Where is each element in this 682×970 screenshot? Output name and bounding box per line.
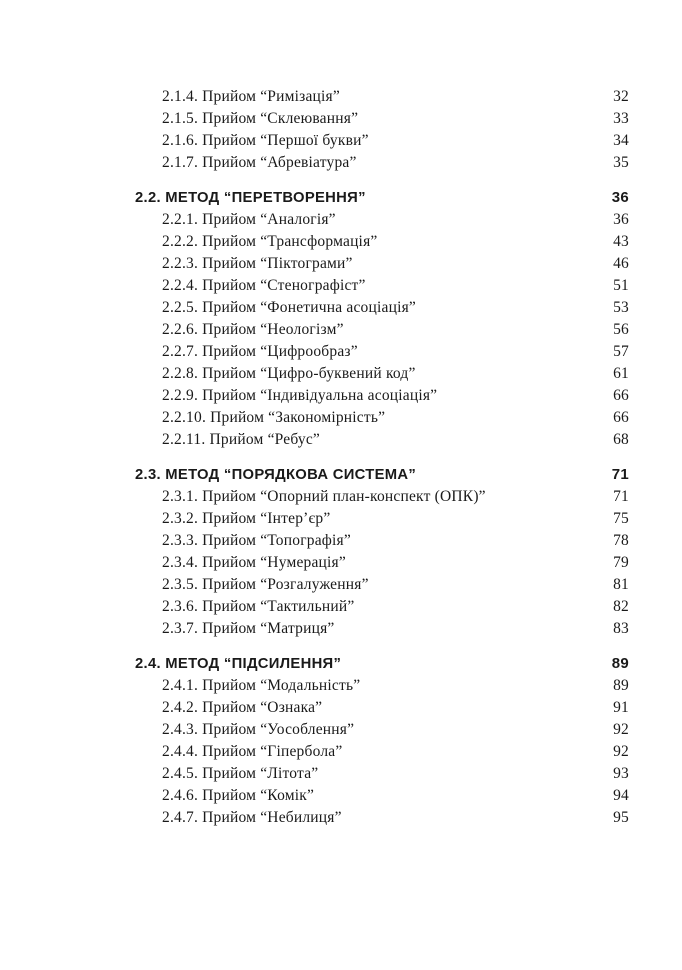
- toc-entry-page: 92: [613, 743, 629, 760]
- toc-entry-label: 2.2.11. Прийом “Ребус”: [162, 431, 320, 448]
- toc-entry-label: 2.2.8. Прийом “Цифро-буквений код”: [162, 365, 416, 382]
- toc-entry-label: 2.3.7. Прийом “Матриця”: [162, 620, 335, 637]
- toc-entry-label: 2.2.1. Прийом “Аналогія”: [162, 211, 336, 228]
- toc-entry-page: 32: [613, 88, 629, 105]
- toc-entry[interactable]: [162, 431, 629, 449]
- toc-entry-page: 68: [613, 431, 629, 448]
- toc-entry-page: 71: [613, 488, 629, 505]
- toc-entry-page: 94: [613, 787, 629, 804]
- toc-entry-page: 93: [613, 765, 629, 782]
- toc-entry-page: 92: [613, 721, 629, 738]
- toc-entry-label: 2.4.7. Прийом “Небилиця”: [162, 809, 342, 826]
- toc-section-heading[interactable]: [135, 655, 629, 672]
- toc-entry-label: 2.1.7. Прийом “Абревіатура”: [162, 154, 357, 171]
- toc-entry-label: 2.3.6. Прийом “Тактильний”: [162, 598, 355, 615]
- toc-entry-label: 2.3.4. Прийом “Нумерація”: [162, 554, 346, 571]
- toc-entry-page: 34: [613, 132, 629, 149]
- toc-entry[interactable]: [162, 321, 629, 339]
- toc-entry-page: 95: [613, 809, 629, 826]
- toc-entry-page: 83: [613, 620, 629, 637]
- toc-entry-label: 2.2.2. Прийом “Трансформація”: [162, 233, 378, 250]
- toc-entry-page: 43: [613, 233, 629, 250]
- toc-entry[interactable]: [162, 532, 629, 550]
- toc-entry-label: 2.2.9. Прийом “Індивідуальна асоціація”: [162, 387, 438, 404]
- toc-entry-page: 78: [613, 532, 629, 549]
- toc-entry-label: 2.2.10. Прийом “Закономірність”: [162, 409, 386, 426]
- section-heading-label: 2.2. МЕТОД “ПЕРЕТВОРЕННЯ”: [135, 190, 366, 206]
- toc-entry[interactable]: [162, 277, 629, 295]
- toc-section-heading[interactable]: [135, 466, 629, 483]
- section-heading-page: 89: [611, 655, 629, 672]
- toc-entry[interactable]: [162, 677, 629, 695]
- toc-entry-label: 2.4.6. Прийом “Комік”: [162, 787, 315, 804]
- toc-entry-label: 2.3.2. Прийом “Інтер’єр”: [162, 510, 331, 527]
- toc-entry[interactable]: [162, 255, 629, 273]
- toc-entry-page: 33: [613, 110, 629, 127]
- toc-entry[interactable]: [162, 598, 629, 616]
- toc-entry[interactable]: [162, 699, 629, 717]
- toc-entry-page: 56: [613, 321, 629, 338]
- section-heading-page: 71: [611, 466, 629, 483]
- toc-entry-page: 57: [613, 343, 629, 360]
- toc-entry-page: 53: [613, 299, 629, 316]
- toc-entry[interactable]: [162, 721, 629, 739]
- toc-entry-label: 2.2.7. Прийом “Цифрообраз”: [162, 343, 358, 360]
- toc-entry-label: 2.4.3. Прийом “Уособлення”: [162, 721, 355, 738]
- toc-entry[interactable]: [162, 576, 629, 594]
- toc-entry-page: 61: [613, 365, 629, 382]
- toc-entry-page: 35: [613, 154, 629, 171]
- toc-entry-label: 2.4.2. Прийом “Ознака”: [162, 699, 323, 716]
- toc-entry-label: 2.3.3. Прийом “Топографія”: [162, 532, 351, 549]
- toc-entry-page: 66: [613, 387, 629, 404]
- toc-entry[interactable]: [162, 554, 629, 572]
- toc-entry[interactable]: [162, 132, 629, 150]
- toc-entry-page: 91: [613, 699, 629, 716]
- toc-entry-label: 2.1.6. Прийом “Першої букви”: [162, 132, 369, 149]
- toc-entry[interactable]: [162, 233, 629, 251]
- toc-entry[interactable]: [162, 299, 629, 317]
- toc-entry[interactable]: [162, 409, 629, 427]
- toc-section-heading[interactable]: [135, 189, 629, 206]
- toc-entry[interactable]: [162, 488, 629, 506]
- toc-entry-label: 2.3.1. Прийом “Опорний план-конспект (ОПК)”: [162, 488, 486, 505]
- toc-entry-label: 2.3.5. Прийом “Розгалуження”: [162, 576, 369, 593]
- toc-entry-page: 51: [613, 277, 629, 294]
- toc-entry-page: 36: [613, 211, 629, 228]
- toc-entry[interactable]: [162, 743, 629, 761]
- toc-entry-page: 46: [613, 255, 629, 272]
- toc-entry[interactable]: [162, 510, 629, 528]
- toc-entry-page: 75: [613, 510, 629, 527]
- toc-entry[interactable]: [162, 110, 629, 128]
- toc-entry[interactable]: [162, 343, 629, 361]
- toc-entry-page: 82: [613, 598, 629, 615]
- toc-entry-page: 79: [613, 554, 629, 571]
- section-heading-label: 2.4. МЕТОД “ПІДСИЛЕННЯ”: [135, 656, 342, 672]
- toc-entry[interactable]: [162, 765, 629, 783]
- toc-entry-page: 89: [613, 677, 629, 694]
- toc-entry[interactable]: [162, 211, 629, 229]
- section-heading-label: 2.3. МЕТОД “ПОРЯДКОВА СИСТЕМА”: [135, 467, 417, 483]
- toc-entry-page: 81: [613, 576, 629, 593]
- toc-entry[interactable]: [162, 365, 629, 383]
- toc-entry[interactable]: [162, 809, 629, 827]
- toc-entry-page: 66: [613, 409, 629, 426]
- toc-entry-label: 2.4.4. Прийом “Гіпербола”: [162, 743, 343, 760]
- toc-entry[interactable]: [162, 787, 629, 805]
- toc-entry-label: 2.2.4. Прийом “Стенографіст”: [162, 277, 366, 294]
- toc-entry-label: 2.2.6. Прийом “Неологізм”: [162, 321, 344, 338]
- toc-entry[interactable]: [162, 620, 629, 638]
- toc-entry-label: 2.4.1. Прийом “Модальність”: [162, 677, 361, 694]
- toc-entry-label: 2.4.5. Прийом “Літота”: [162, 765, 319, 782]
- toc-entry[interactable]: [162, 154, 629, 172]
- toc-entry-label: 2.1.5. Прийом “Склеювання”: [162, 110, 359, 127]
- toc-entry-label: 2.2.3. Прийом “Піктограми”: [162, 255, 353, 272]
- section-heading-page: 36: [611, 189, 629, 206]
- toc-entry-label: 2.2.5. Прийом “Фонетична асоціація”: [162, 299, 416, 316]
- toc-entry[interactable]: [162, 88, 629, 106]
- toc-entry-label: 2.1.4. Прийом “Римізація”: [162, 88, 340, 105]
- toc-entry[interactable]: [162, 387, 629, 405]
